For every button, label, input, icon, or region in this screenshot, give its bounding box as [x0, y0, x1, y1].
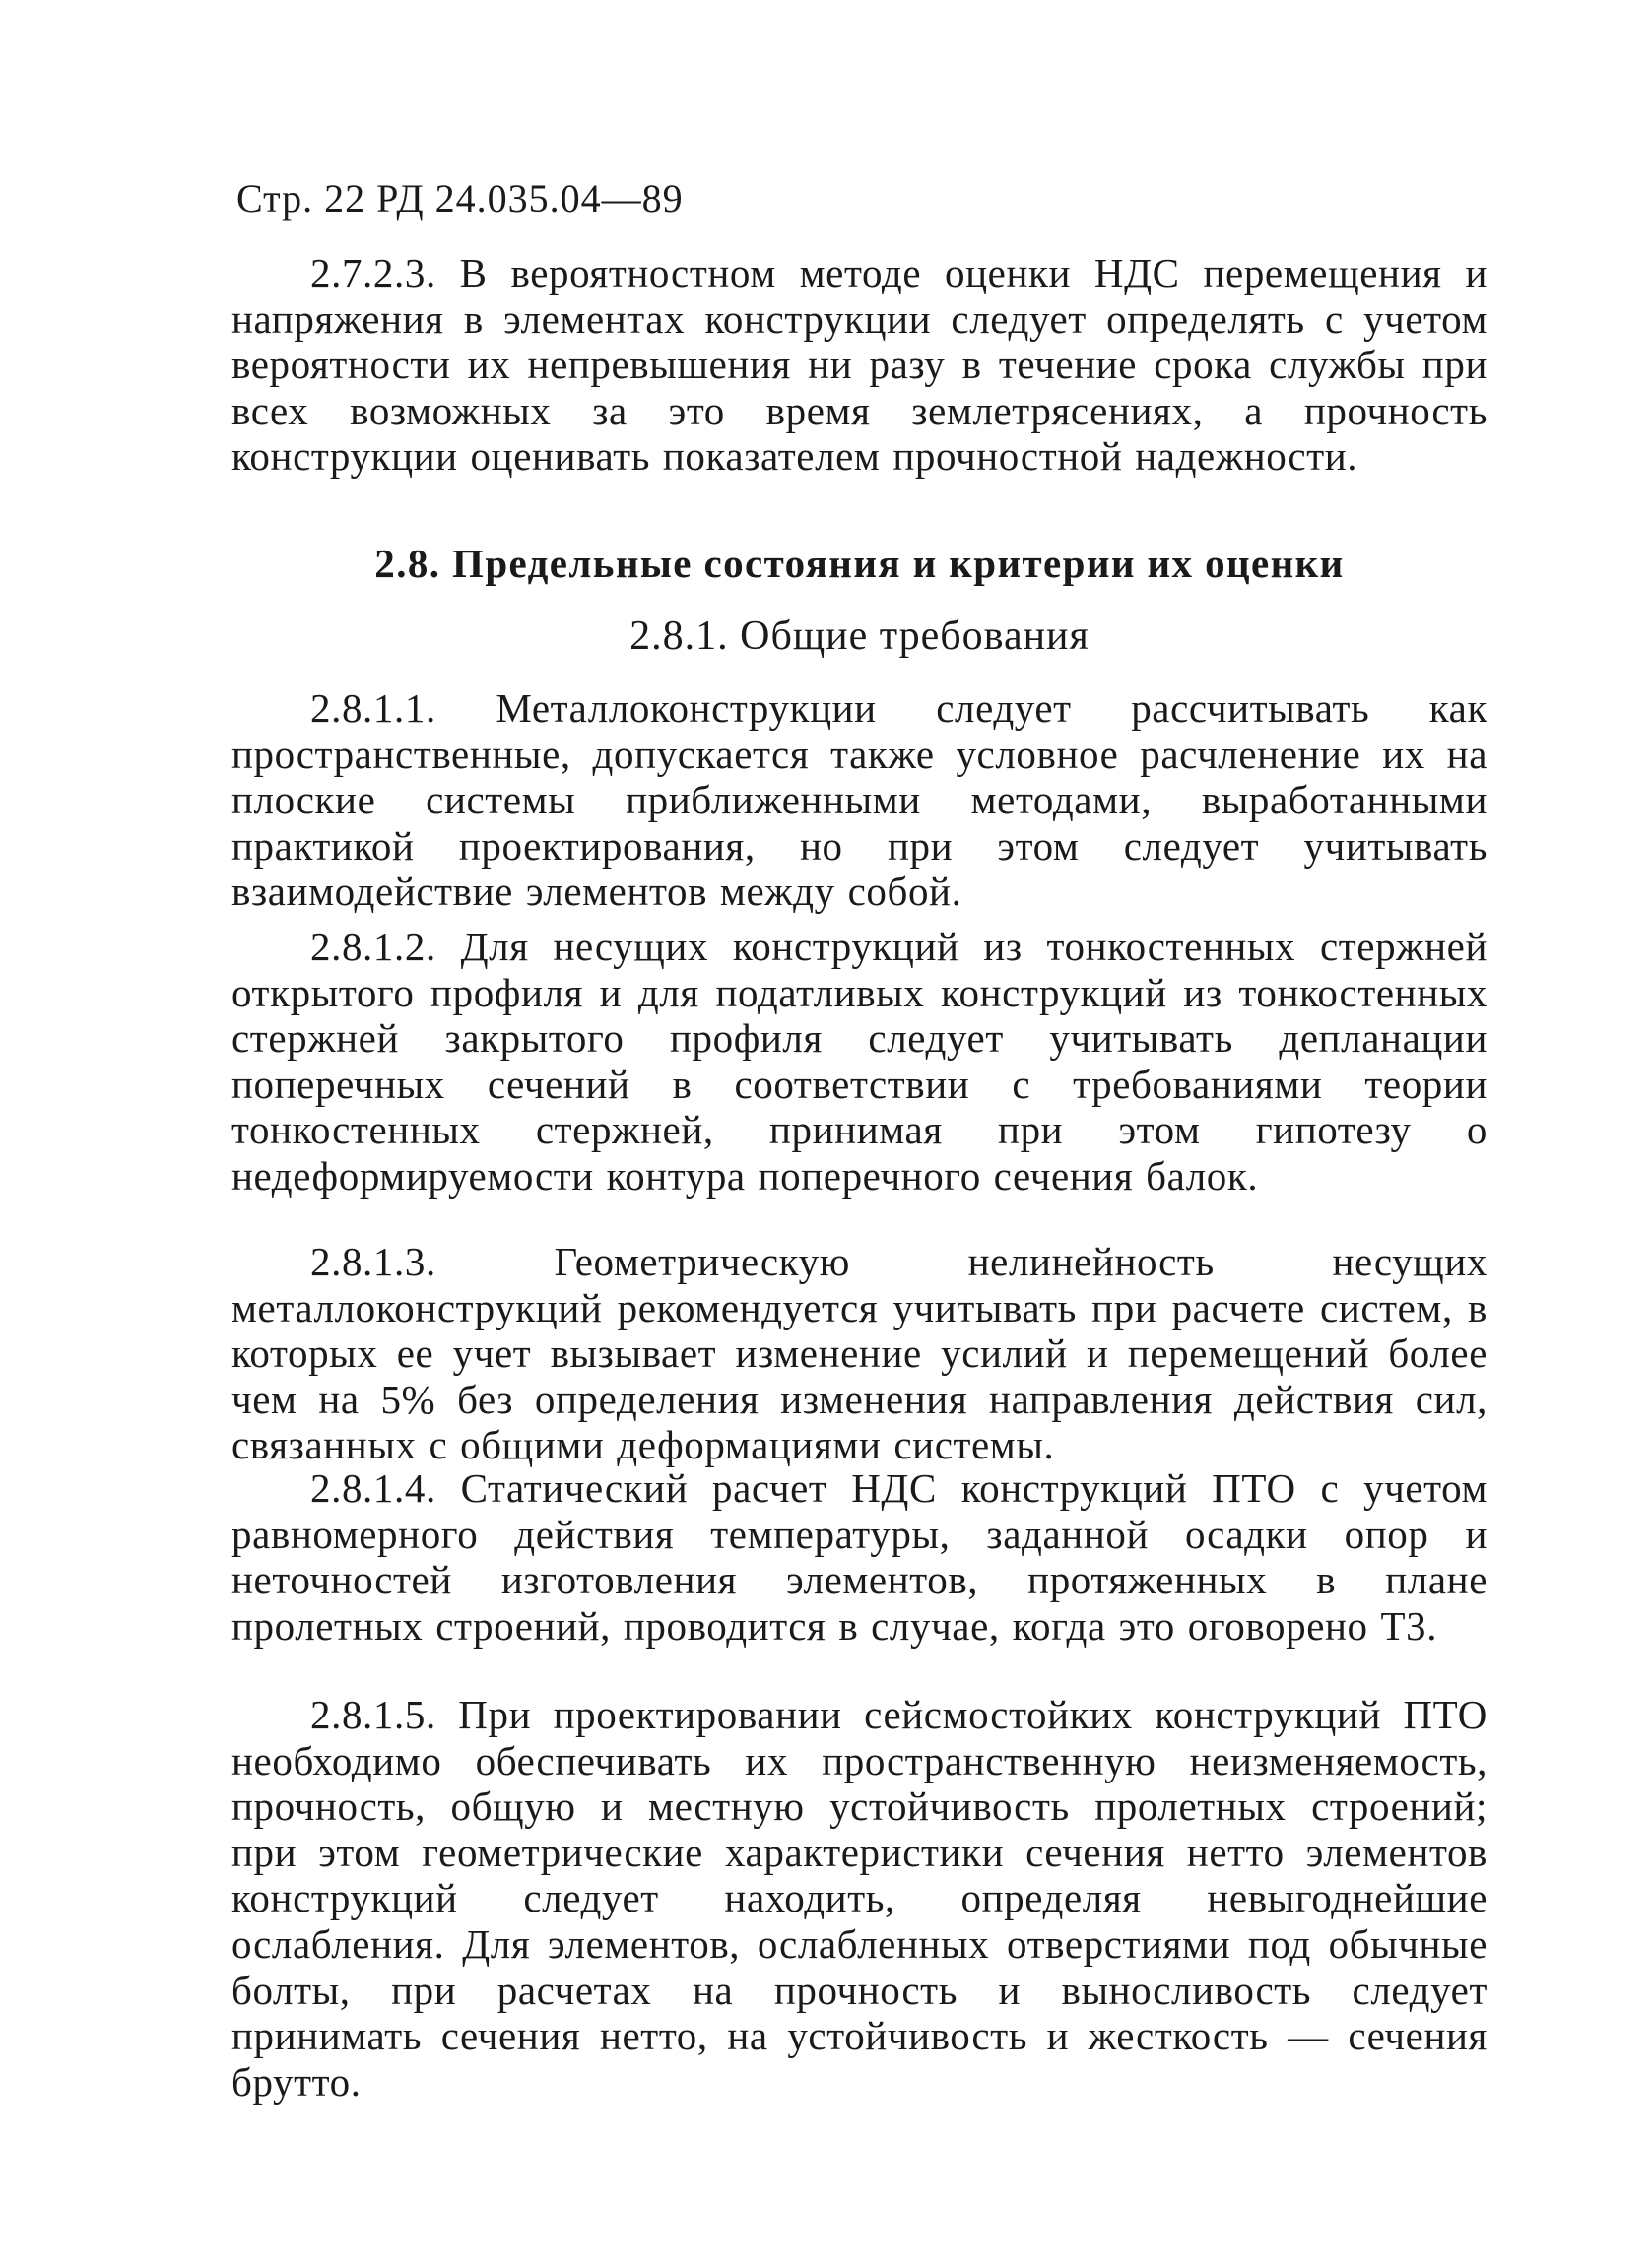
paragraph-2-8-1-2 — [231, 924, 1487, 1199]
paragraph-text: 2.8.1.3. Геометрическую нелинейность несущих металлоконструкций рекомендуется учитывать при расчете систем, в которых ее учет вызывает изменение усилий и перемещений более чем на 5% без определения изменения направления действия сил, связанных с общими деформациями системы. — [231, 1239, 1487, 1468]
paragraph-text: 2.8.1.5. При проектировании сейсмостойких конструкций ПТО необходимо обеспечивать их пространственную неизменяемость, прочность, общую и местную устойчивость пролетных строений; при этом геометрические характеристики сечения нетто элементов конструкций следует находить, определяя невыгоднейшие ослабления. Для элементов, ослабленных отверстиями под обычные болты, при расчетах на прочность и выносливость следует принимать сечения нетто, на устойчивость и жесткость — сечения брутто. — [231, 1692, 1487, 2105]
section-heading-2-8: 2.8. Предельные состояния и критерии их оценки — [374, 541, 1345, 586]
paragraph-2-7-2-3 — [231, 250, 1487, 480]
paragraph-2-8-1-3 — [231, 1239, 1487, 1468]
subsection-heading-2-8-1: 2.8.1. Общие требования — [629, 614, 1090, 659]
paragraph-text: 2.7.2.3. В вероятностном методе оценки НДС перемещения и напряжения в элементах конструкции следует определять с учетом вероятности их непревышения ни разу в течение срока службы при всех возможных за это время землетрясениях, а прочность конструкции оценивать показателем прочностной надежности. — [231, 250, 1487, 480]
paragraph-2-8-1-4 — [231, 1465, 1487, 1649]
paragraph-text: 2.8.1.4. Статический расчет НДС конструкций ПТО с учетом равномерного действия температуры, заданной осадки опор и неточностей изготовления элементов, протяженных в плане пролетных строений, проводится в случае, когда это оговорено ТЗ. — [231, 1465, 1487, 1649]
paragraph-2-8-1-5 — [231, 1692, 1487, 2105]
paragraph-text: 2.8.1.2. Для несущих конструкций из тонкостенных стержней открытого профиля и для податливых конструкций из тонкостенных стержней закрытого профиля следует учитывать депланации поперечных сечений в соответствии с требованиями теории тонкостенных стержней, принимая при этом гипотезу о недеформируемости контура поперечного сечения балок. — [231, 924, 1487, 1199]
paragraph-text: 2.8.1.1. Металлоконструкции следует рассчитывать как пространственные, допускается также условное расчленение их на плоские системы приближенными методами, выработанными практикой проектирования, но при этом следует учитывать взаимодействие элементов между собой. — [231, 685, 1487, 915]
running-header: Стр. 22 РД 24.035.04—89 — [236, 176, 684, 221]
paragraph-2-8-1-1 — [231, 685, 1487, 915]
